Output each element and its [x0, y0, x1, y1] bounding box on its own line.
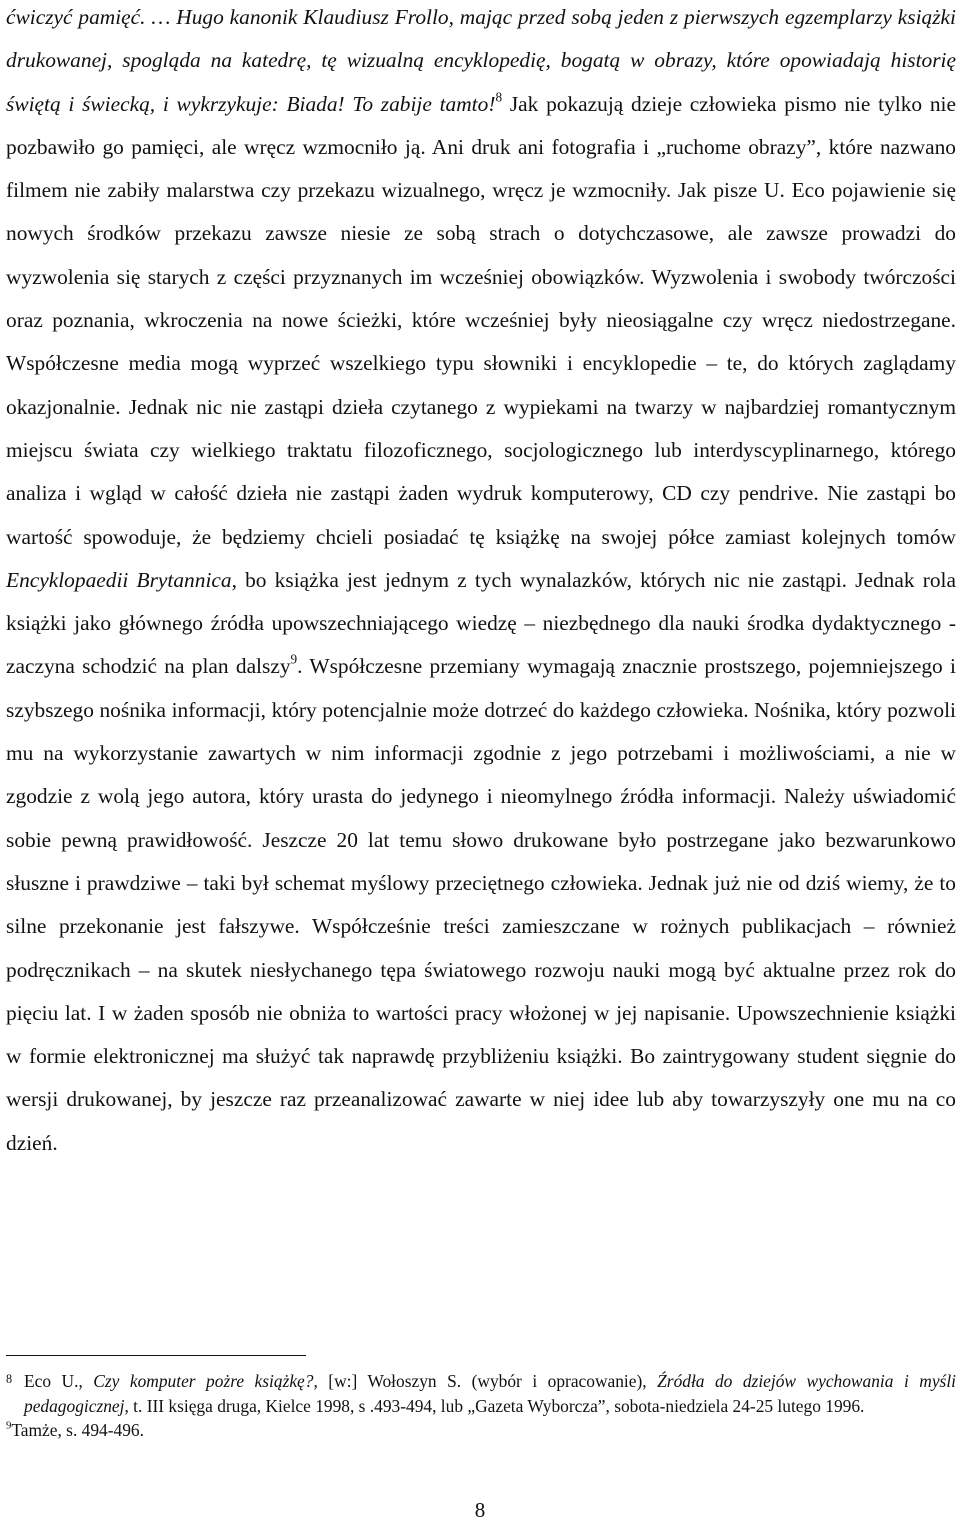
page-number: 8 — [474, 1498, 486, 1522]
footnote-8-title: Czy komputer pożre książkę? — [93, 1371, 314, 1391]
italic-title-encyclopaedia: Encyklopaedii Brytannica — [6, 567, 232, 592]
footnote-9-text: Tamże, s. 494-496. — [11, 1420, 144, 1440]
footnotes — [6, 1369, 956, 1443]
quote-text: ćwiczyć pamięć. … Hugo kanonik Klaudiusz Frollo, mając przed sobą jeden z pierwszych egzemplarzy książki drukowanej, spogląda na katedrę, tę wizualną encyklopedię, bogatą w obrazy, które opowiadają historię świętą i świecką, i wykrzykuje: Biada! To zabije tamto! — [6, 5, 956, 116]
footnote-8-collection-title: Źródła do dziejów wychowania i myśli pedagogicznej — [24, 1371, 956, 1416]
body-paragraph — [6, 0, 956, 1165]
footnote-8-publication: , t. III księga druga, Kielce 1998, s .493-494, lub „Gazeta Wyborcza”, sobota-niedziela 24-25 lutego 1996. — [124, 1395, 865, 1416]
body-text-part-1: Jak pokazują dzieje człowieka pismo nie tylko nie pozbawiło go pamięci, ale wręcz wzmocniło ją. Ani druk ani fotografia i „ruchome obrazy”, które nazwano filmem nie zabiły malarstwa czy przekazu wizualnego, wręcz je wzmocniły. Jak pisze U. Eco pojawienie się nowych środków przekazu zawsze niesie ze sobą strach o dotychczasowe, ale zawsze prowadzi do wyzwolenia się starych z części przyznanych im wcześniej obowiązków. Wyzwolenia i swobody twórczości oraz poznania, wkroczenia na nowe ścieżki, które wcześniej były nieosiągalne czy wręcz niedostrzegane. Współczesne media mogą wyprzeć wszelkiego typu słowniki i encyklopedie – te, do których zaglądamy okazjonalnie. Jednak nic nie zastąpi dzieła czytanego z wypiekami na twarzy w najbardziej romantycznym miejscu świata czy wielkiego traktatu filozoficznego, socjologicznego lub interdyscyplinarnego, którego analiza i wgląd w całość dzieła nie zastąpi żaden wydruk komputerowy, CD czy pendrive. Nie zastąpi bo wartość spowoduje, że będziemy chcieli posiadać tę książkę na swojej półce zamiast kolejnych tomów — [6, 91, 956, 549]
footnote-8-author: Eco U., — [24, 1371, 94, 1391]
footnote-8 — [6, 1369, 956, 1418]
footnote-ref-9[interactable]: 9 — [290, 652, 298, 668]
footnote-separator — [6, 1355, 306, 1356]
body-text-part-2: , bo książka jest jednym z tych wynalazków, których nic nie zastąpi. Jednak rola książki jako głównego źródła upowszechniającego wiedzę – niezbędnego dla nauki środka dydaktycznego - zaczyna schodzić na plan dalszy — [6, 567, 956, 679]
footnote-ref-8[interactable]: 8 — [495, 89, 503, 105]
body-text-part-3: . Współczesne przemiany wymagają znacznie prostszego, pojemniejszego i szybszego nośnika informacji, który potencjalnie może dotrzeć do każdego człowieka. Nośnika, który pozwoli mu na wykorzystanie zawartych w nim informacji zgodnie z jego potrzebami i możliwościami, a nie w zgodzie z wolą jego autora, który urasta do jedynego i nieomylnego źródła informacji. Należy uświadomić sobie pewną prawidłowość. Jeszcze 20 lat temu słowo drukowane było postrzegane jako bezwarunkowo słuszne i prawdziwe – taki był schemat myślowy przeciętnego człowieka. Jednak już nie od dziś wiemy, że to silne przekonanie jest fałszywe. Współcześnie treści zamieszczane w rożnych publikacjach – również podręcznikach – na skutek niesłychanego tępa światowego rozwoju nauki mogą być aktualne przez rok do pięciu lat. I w żaden sposób nie obniża to wartości pracy włożonej w jej napisanie. Upowszechnienie książki w formie elektronicznej ma służyć tak naprawdę przybliżeniu książki. Bo zaintrygowany student sięgnie do wersji drukowanej, by jeszcze raz przeanalizować zawarte w niej idee lub aby towarzyszyły one mu na co dzień. — [6, 654, 956, 1155]
footnote-8-number: 8 — [6, 1372, 13, 1386]
footnote-9-number: 9 — [6, 1419, 12, 1432]
footnote-9 — [6, 1418, 956, 1443]
footnote-8-editor: , [w:] Wołoszyn S. (wybór i opracowanie), — [313, 1371, 658, 1391]
